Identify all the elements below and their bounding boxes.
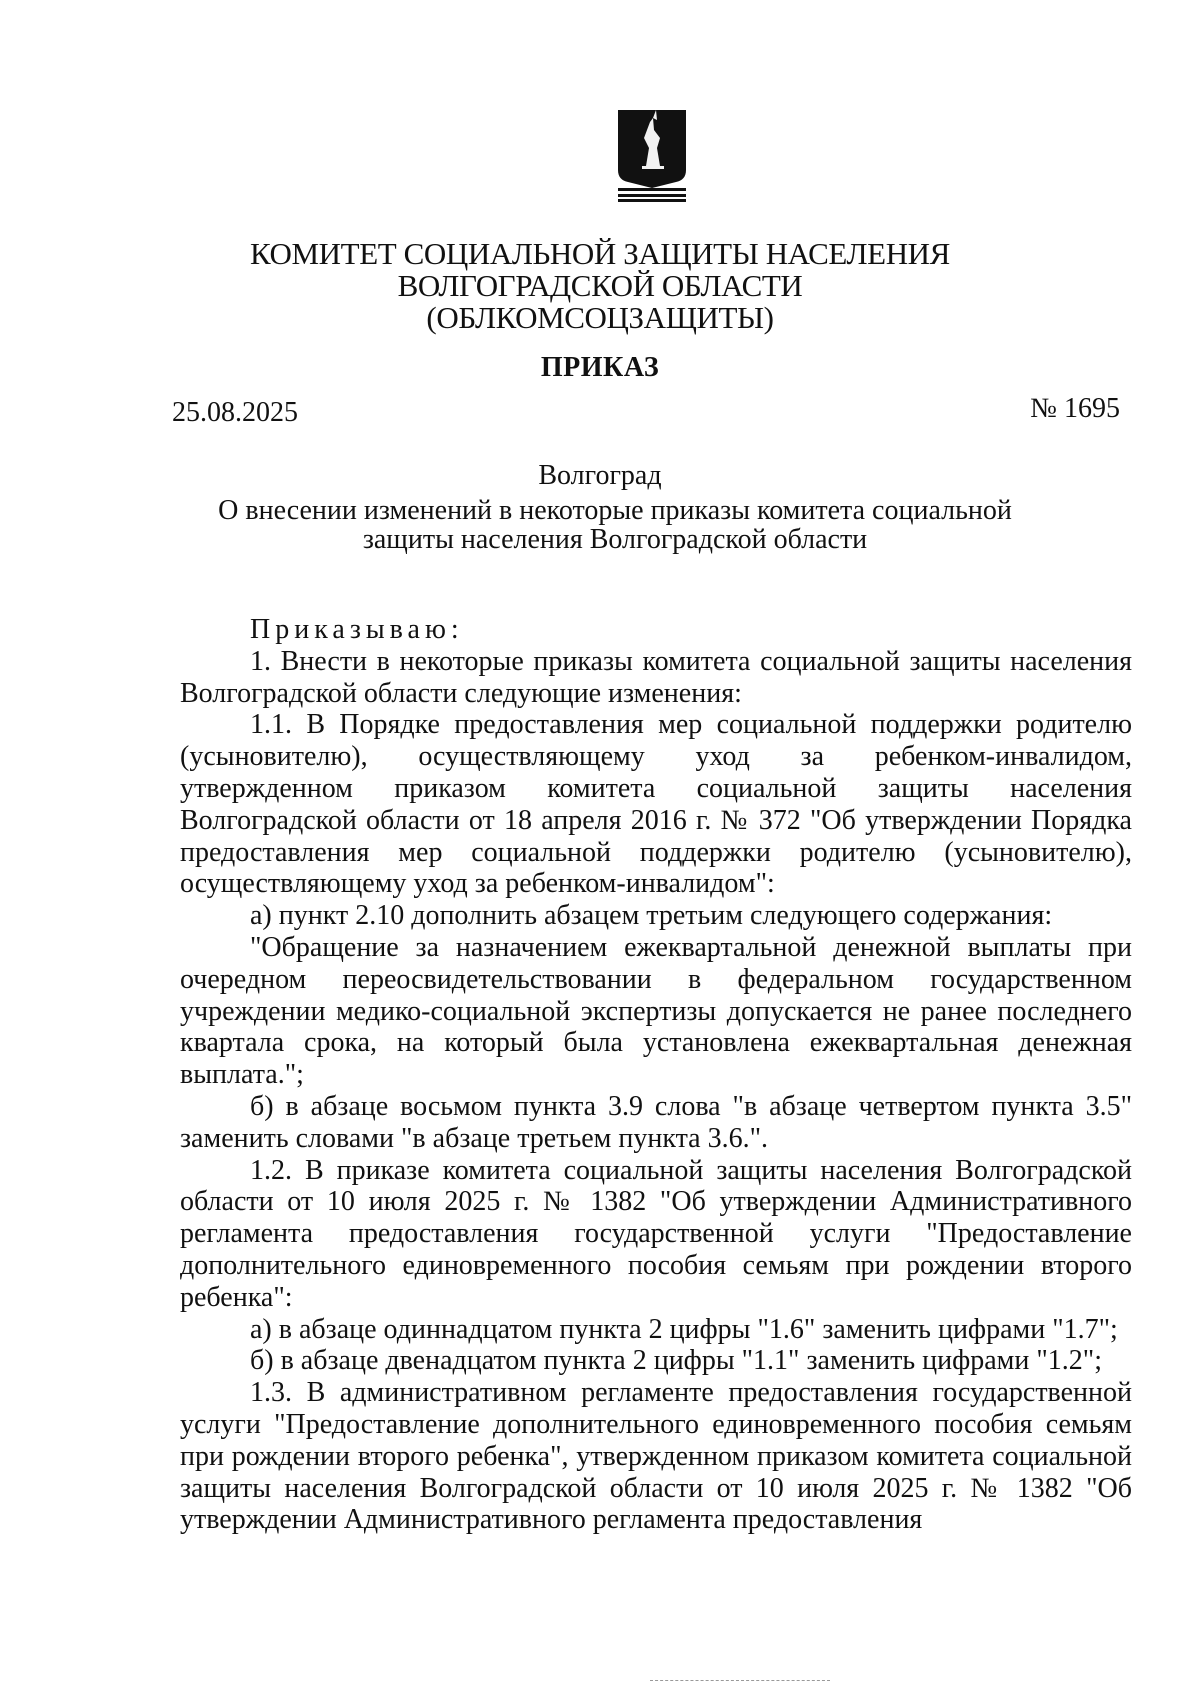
order-preamble: Приказываю: [250,614,464,645]
paragraph-1-2-b: б) в абзаце двенадцатом пункта 2 цифры "1.1" заменить цифрами "1.2"; [250,1345,1102,1377]
order-subject: О внесении изменений в некоторые приказы комитета социальной защиты населения Волгоградской области [218,495,1012,555]
order-date: 25.08.2025 [172,397,298,428]
paragraph-1-1-a-quote: "Обращение за назначением ежеквартальной денежной выплаты при очередном переосвидетельствовании в федеральном государственном учреждении медико-социальной экспертизы допускается не ранее последнего квартала срока, на который была установлена ежеквартальная денежная выплата."; [180,931,1132,1091]
paragraph-1-2-a: а) в абзаце одиннадцатом пункта 2 цифры "1.6" заменить цифрами "1.7"; [250,1313,1118,1345]
order-number: № 1695 [1030,393,1120,424]
organization-name-line-2: ВОЛГОГРАДСКОЙ ОБЛАСТИ [397,268,803,303]
organization-abbreviation: (ОБЛКОМСОЦЗАЩИТЫ) [426,300,774,335]
paragraph-1-2: 1.2. В приказе комитета социальной защиты населения Волгоградской области от 10 июля 2025 г. № 1382 "Об утверждении Административного регламента предоставления государственной услуги "Предоставление дополнительного единовременного пособия семьям при рождении второго ребенка": [180,1154,1132,1313]
order-body [180,614,1132,1536]
paragraph-1-1-b: б) в абзаце восьмом пункта 3.9 слова "в абзаце четвертом пункта 3.5" заменить словами "в абзаце третьем пункта 3.6.". [180,1090,1132,1154]
organization-name-line-1: КОМИТЕТ СОЦИАЛЬНОЙ ЗАЩИТЫ НАСЕЛЕНИЯ [250,236,950,271]
page-bottom-divider [650,1680,830,1682]
paragraph-1-1: 1.1. В Порядке предоставления мер социальной поддержки родителю (усыновителю), осуществляющему уход за ребенком-инвалидом, утвержденном приказом комитета социальной защиты населения Волгоградской области от 18 апреля 2016 г. № 372 "Об утверждении Порядка предоставления мер социальной поддержки родителю (усыновителю), осуществляющему уход за ребенком-инвалидом": [180,709,1132,900]
paragraph-1-3: 1.3. В административном регламенте предоставления государственной услуги "Предоставление дополнительного единовременного пособия семьям при рождении второго ребенка", утвержденном приказом комитета социальной защиты населения Волгоградской области от 10 июля 2025 г. № 1382 "Об утверждении Административного регламента предоставления [180,1377,1132,1536]
paragraph-1: 1. Внести в некоторые приказы комитета социальной защиты населения Волгоградской области следующие изменения: [180,645,1132,709]
document-type-title: ПРИКАЗ [540,352,660,383]
paragraph-1-1-a: а) пункт 2.10 дополнить абзацем третьим следующего содержания: [250,900,1053,932]
volgograd-coat-of-arms-emblem [616,108,688,202]
city-name: Волгоград [538,460,662,491]
